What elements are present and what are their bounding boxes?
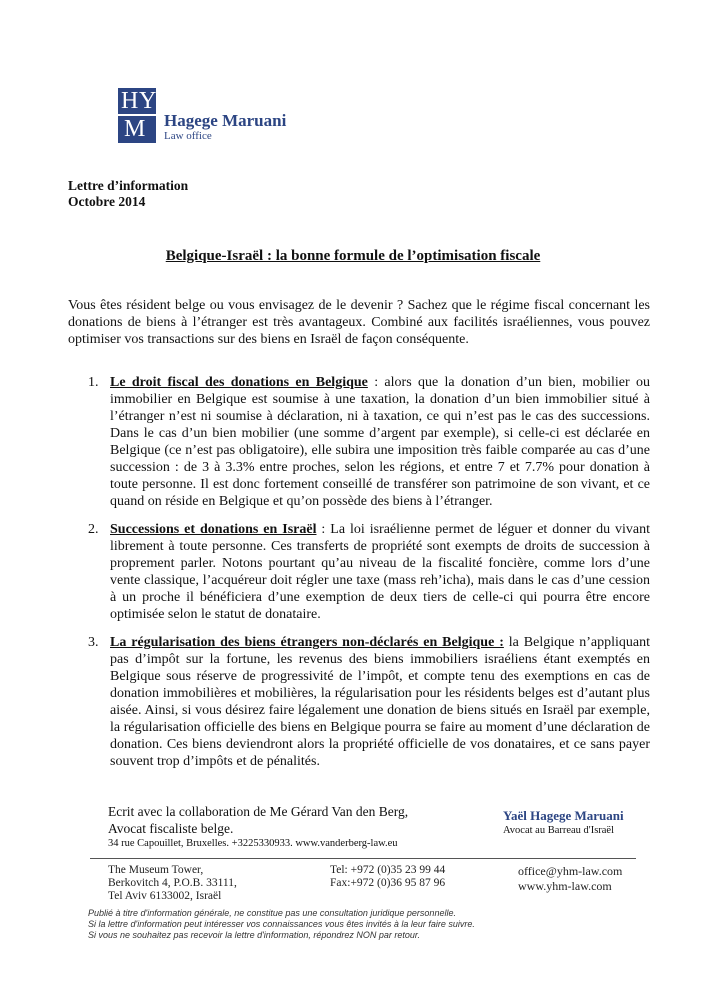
address-line: Berkovitch 4, P.O.B. 33111, [108, 877, 237, 889]
list-number: 2. [88, 522, 99, 537]
list-item [68, 521, 650, 623]
newsletter-label: Lettre d’information [68, 178, 189, 193]
list-item-body: la Belgique n’appliquant pas d’impôt sur la fortune, les revenus des biens immobiliers israéliens étant exemptés en Belgique sous réserve de progressivité de l’impôt, et compte tenu des exemptions en cas de donation immobilières et mobilières, la régularisation pour les résidents belges est d’autant plus aisée. Ainsi, si vous désirez faire légalement une donation de biens situés en Israël par exemple, la régularisation officielle des biens en Belgique pourra se faire au moment d’une déclaration de donation. Ces biens deviendront alors la propriété officielle de vos donataires, et ce sans payer souvent trop d’impôts et de pénalités. [110, 635, 650, 769]
logo-monogram [118, 88, 156, 143]
document-title: Belgique-Israël : la bonne formule de l’optimisation fiscale [165, 248, 541, 264]
list-item-body: : alors que la donation d’un bien, mobilier ou immobilier en Belgique est soumise à une taxation, la donation d’un bien immobilier situé à l’étranger n’est ni soumise à déclaration, ni à taxation, ce qui n’est pas le cas des successions. Dans le cas d’un bien mobilier (une somme d’argent par exemple), si celle-ci est déclarée en Belgique (ce n’est pas obligatoire), elle subira une imposition très faible comparée au cas d’une succession : de 3 à 3.3% entre proches, selon les régions, et entre 7 et 7.7% pour donation à toute personne. Il est donc fortement conseillé de transférer son patrimoine de son vivant, et ce quand on réside en Belgique et qu’on possède des biens à l’étranger. [110, 375, 650, 509]
list-number: 3. [88, 635, 99, 650]
signature-name: Yaël Hagege Maruani [503, 808, 624, 823]
list-item [68, 374, 650, 510]
logo-letter-h: H [121, 88, 139, 114]
signature-title: Avocat au Barreau d'Israël [503, 825, 615, 836]
intro-paragraph: Vous êtes résident belge ou vous envisagez de le devenir ? Sachez que le régime fiscal concernant les donations de biens à l’étranger est très avantageux. Combiné aux facilités israéliennes, vous pouvez optimiser vos transactions sur des biens en Israël de façon conséquente. [68, 298, 650, 347]
logo-name: Hagege Maruani [164, 111, 287, 130]
list-item [68, 634, 650, 770]
list-item-body: : La loi israélienne permet de léguer et donner du vivant librement à toute personne. Ces transferts de propriété sont exempts de droits de succession à proprement parler. Notons pourtant qu’au niveau de la fiscalité foncière, comme lors d’une vente classique, l’acquéreur doit régler une taxe (mass reh’icha), mais dans le cas d’une cession à un proche il bénéficiera d’une exemption de deux tiers de celle-ci qui pourra être encore optimisée selon le statut de donataire. [110, 522, 651, 622]
collab-line-1: Ecrit avec la collaboration de Me Gérard Van den Berg, [108, 804, 409, 819]
email-link[interactable]: office@yhm-law.com [518, 864, 623, 878]
logo-letter-y: Y [139, 88, 157, 114]
newsletter-date: Octobre 2014 [68, 194, 146, 209]
list-item-heading: Le droit fiscal des donations en Belgique [110, 375, 368, 390]
company-logo [118, 88, 286, 143]
disclaimer-line: Si la lettre d'information peut intéresser vos connaissances vous êtes invités à la leur faire suivre. [88, 919, 475, 929]
logo-subtitle: Law office [164, 130, 212, 142]
contact-links [518, 864, 622, 894]
numbered-list [68, 374, 650, 781]
newsletter-header [68, 178, 188, 210]
phone-numbers [330, 864, 445, 890]
collab-address: 34 rue Capouillet, Bruxelles. +3225330933. www.vanderberg-law.eu [108, 838, 398, 849]
signature-block [503, 808, 624, 837]
disclaimer-line: Publié à titre d'information générale, ne constitue pas une consultation juridique personnelle. [88, 908, 456, 918]
address-line: Tel Aviv 6133002, Israël [108, 890, 222, 902]
office-address [108, 864, 237, 903]
fax: Fax:+972 (0)36 95 87 96 [330, 877, 446, 889]
logo-letter-m: M [124, 116, 146, 142]
footer-divider [90, 858, 636, 859]
telephone: Tel: +972 (0)35 23 99 44 [330, 864, 446, 876]
address-line: The Museum Tower, [108, 864, 204, 876]
list-item-heading: La régularisation des biens étrangers non-déclarés en Belgique : [110, 635, 504, 650]
collaboration-note [108, 803, 408, 851]
disclaimer [88, 908, 475, 941]
list-item-heading: Successions et donations en Israël [110, 522, 317, 537]
disclaimer-line: Si vous ne souhaitez pas recevoir la lettre d'information, répondrez NON par retour. [88, 930, 421, 940]
collab-line-2: Avocat fiscaliste belge. [108, 821, 234, 836]
website-link[interactable]: www.yhm-law.com [518, 879, 612, 893]
list-number: 1. [88, 375, 99, 390]
